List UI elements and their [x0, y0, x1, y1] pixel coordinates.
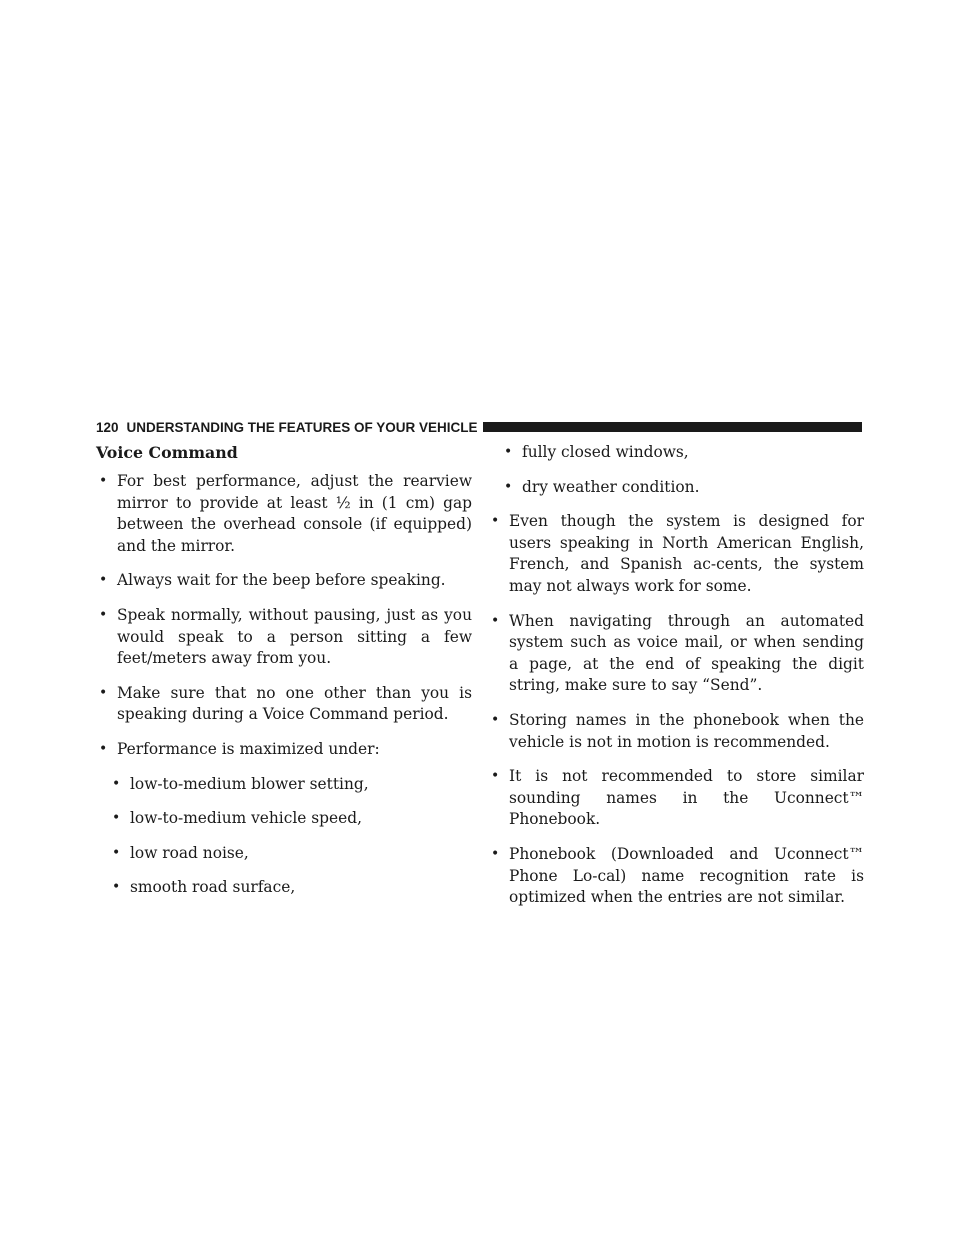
bullet-icon: •	[99, 572, 108, 589]
bullet-icon: •	[491, 513, 500, 530]
list-item-text: Even though the system is designed for users speaking in North American English, French, and Spanish ac-cents, the system may not always work for some.	[509, 512, 864, 595]
list-item	[488, 611, 864, 697]
sub-list-item-text: smooth road surface,	[130, 878, 296, 897]
left-column	[96, 442, 472, 912]
bullet-icon: •	[491, 845, 500, 862]
sub-list-item	[96, 843, 472, 865]
sub-list-item-text: low-to-medium blower setting,	[130, 774, 369, 793]
bullet-icon: •	[112, 844, 121, 861]
sub-list-item	[96, 808, 472, 830]
sub-list-item-text: fully closed windows,	[522, 443, 689, 461]
list-item-text: Always wait for the beep before speaking.	[117, 571, 446, 590]
sub-list-item	[488, 442, 864, 464]
bullet-icon: •	[112, 775, 121, 792]
sub-list-item-text: low-to-medium vehicle speed,	[130, 809, 362, 828]
sub-list-item	[488, 477, 864, 499]
list-item	[96, 471, 472, 557]
list-item-text: Make sure that no one other than you is speaking during a Voice Command period.	[117, 683, 472, 724]
page-header	[96, 417, 862, 437]
bullet-icon: •	[504, 444, 513, 460]
list-item	[96, 570, 472, 592]
sub-list-item-text: dry weather condition.	[522, 477, 700, 496]
list-item-text: Storing names in the phonebook when the vehicle is not in motion is recommended.	[509, 710, 864, 751]
header-rule	[483, 422, 862, 432]
sub-list-item	[96, 774, 472, 796]
list-item	[96, 605, 472, 670]
list-item-text: Phonebook (Downloaded and Uconnect™ Phone Lo-cal) name recognition rate is optimized when the entries are not similar.	[509, 844, 864, 907]
bullet-icon: •	[99, 740, 108, 757]
bullet-icon: •	[491, 768, 500, 785]
sub-list-item	[96, 877, 472, 899]
bullet-icon: •	[491, 711, 500, 728]
list-item	[488, 511, 864, 597]
list-item-text: For best performance, adjust the rearview mirror to provide at least ½ in (1 cm) gap between the overhead console (if equipped) and the mirror.	[117, 472, 472, 555]
bullet-icon: •	[112, 879, 121, 896]
list-item-text: Speak normally, without pausing, just as you would speak to a person sitting a few feet/meters away from you.	[117, 605, 472, 668]
list-item	[488, 766, 864, 831]
section-heading: Voice Command	[96, 443, 238, 462]
right-column	[488, 442, 864, 922]
list-item	[96, 739, 472, 761]
list-item	[488, 710, 864, 753]
page-number: 120	[96, 419, 119, 435]
bullet-icon: •	[504, 478, 513, 495]
sub-list-item-text: low road noise,	[130, 843, 249, 862]
bullet-icon: •	[99, 684, 108, 701]
list-item	[96, 683, 472, 726]
list-item-text: When navigating through an automated system such as voice mail, or when sending a page, at the end of speaking the digit string, make sure to say “Send”.	[509, 611, 864, 695]
bullet-icon: •	[99, 473, 108, 489]
bullet-icon: •	[99, 606, 108, 623]
list-item-text: It is not recommended to store similar sounding names in the Uconnect™ Phonebook.	[509, 767, 864, 829]
bullet-icon: •	[491, 612, 500, 629]
bullet-icon: •	[112, 810, 121, 827]
list-item	[488, 844, 864, 909]
section-header-title: UNDERSTANDING THE FEATURES OF YOUR VEHICLE	[126, 419, 478, 435]
list-item-text: Performance is maximized under:	[117, 739, 380, 758]
